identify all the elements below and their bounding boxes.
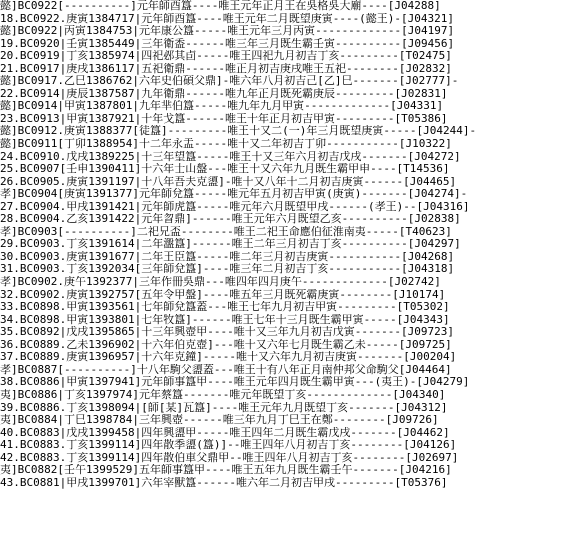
listing-row: 31.BC0903.丁亥1392034[三年師兌簋]----唯三年二月初吉丁亥-----------[J04318] <box>0 263 455 276</box>
listing-row: 42.BC0883.丁亥1399114]四年散伯車父鼎甲--唯王四年八月初吉丁亥--------[J02697] <box>0 452 571 465</box>
listing-row: 43.BC0881|甲戌1399701]六年宰獸簋------唯六年二月初吉甲戌---------[T05376] <box>0 477 571 490</box>
listing-row: 37.BC0889.庚寅1396957|十六年克鐘]-----唯十又六年九月初吉庚寅-------[J00204] <box>0 351 571 364</box>
listing-row: 夷]BC0886|丁亥1397974]元年蔡簋-------唯元年既望丁亥-------------[J04340] <box>0 388 446 401</box>
listing-row: 40.BC0883|戊戌1399458|四年興盨甲-----唯王四年二月既生霸戊戌-------[J04462] <box>0 427 571 440</box>
listing-row: 36.BC0889.乙未1396902|十六年伯克壺]---唯十又六年七月既生霸乙未-----[J09725] <box>0 338 452 351</box>
listing-row: 夷]BC0882[壬午1399529]五年師事簋甲----唯王五年九月既生霸壬午-------[J04216] <box>0 464 452 477</box>
listing-row: 35.BC0892|戊戌1395865|十三年興壺甲----唯十又三年九月初吉戊寅-------[J09723] <box>0 326 571 339</box>
listing-row: 27.BC0904.甲戌1391421|元年師虎簋-----唯元年六月既望甲戌------(孝王)--[J04316] <box>0 201 571 214</box>
listing-row: 25.BC0907[壬申1390411]十六年士山盤---唯王十又六年九月既生霸甲申----[T14536] <box>0 163 450 176</box>
listing-row: 41.BC0883.丁亥1399114]四年散季盨(簋)]--唯王四年八月初吉丁亥--------[J04126] <box>0 439 457 452</box>
listing-row: 34.BC0898.甲寅1393801|七年牧簋]------唯王七年十三月既生霸甲寅-----[J04343] <box>0 313 450 326</box>
listing-row: 夷]BC0884|丁巳1398784|三年興壺------唯三年九月丁巳王在鄭--------[J09726] <box>0 414 439 427</box>
listing-row: 32.BC0902.庚寅1392757[五年令甲盤]----唯五年三月既死霸庚寅--------[J10174] <box>0 288 446 301</box>
listing-row: 18.BC0922.庚寅1384717|元年師酉簋----唯王元年二月既望庚寅----(懿王)-[J04321] <box>0 12 455 25</box>
listing-row: 懿]BC0922[----------]元年師酉簋----唯王元年正月王在吳格吳大廟----[J04288] <box>0 0 571 13</box>
listing-row: 29.BC0903.丁亥1391614|二年瀊簋]------唯王二年三月初吉丁亥----------[J04297] <box>0 238 461 251</box>
listing-row: 38.BC0886|甲寅1397941]元年師事簋甲----唯王元年四月既生霸甲寅---(夷王)-[J04279] <box>0 376 571 389</box>
listing-row: 孝]BC0902.庚午1392377|三年作冊吳鼎---唯四年四月庚午-------------[J02742] <box>0 276 571 289</box>
listing-row: 28.BC0904.乙亥1391422|元年曶鼎]------唯王元年六月既望乙亥----------[J02838] <box>0 213 461 226</box>
listing-row: 39.BC0886.丁亥1398094|[師[某]瓦簋]----唯王元年九月既望丁亥-------[J04312] <box>0 402 571 415</box>
listing-row: 26.BC0905.庚寅1391197|十八年吾夫克盨]-唯十又八年十二月初吉庚寅------[J04465] <box>0 176 571 189</box>
listing-row: 懿]BC0912.庚寅1388377[徒簋]---------唯王十又二(一)年三月既望庚寅-----[J04244]- <box>0 125 571 138</box>
listing-row: 懿]BC0917.乙巳1386762|六年史伯碩父鼎]-唯六年八月初吉己[乙]巳-------[J02777]- <box>0 75 571 88</box>
listing-row: 33.BC0898.甲寅1393561|七年師兌簋蓋---唯王七年九月初吉甲寅---------[T05302] <box>0 301 571 314</box>
listing-row: 24.BC0910.戊戌1389225|十三年望簋-----唯王十又三年六月初吉戊戌-------[J04272] <box>0 151 571 164</box>
listing-row: 19.BC0920|壬寅1385449|三年衛盉------唯三年三月既生霸壬寅----------[J09456] <box>0 37 455 50</box>
listing-row: 20.BC0919|丁亥1385974|四祀邲其卣-----唯王四祀九月初吉丁亥---------[T02475] <box>0 50 571 63</box>
listing-row: 孝]BC0903[----------]二祀兄盃--------唯王二祀王命應伯征淮南夷-----[T40623] <box>0 226 571 239</box>
listing-row: 懿]BC0911[丁卯1388954]十二年永盂-----唯十又二年初吉丁卯-----------[J10322] <box>0 138 452 151</box>
listing-row: 30.BC0903.庚寅1391677|二年王臣簋-----唯二年三月初吉庚寅-----------[J04268] <box>0 251 571 264</box>
listing-row: 22.BC0914|庚辰1387587|九年衛鼎------唯九年正月既死霸庚辰---------[J02831] <box>0 87 448 100</box>
listing-row: 孝]BC0887[----------]十八年駒父盨蓋---唯王十有八年正月南仲邦父命駒父[J04464] <box>0 363 452 376</box>
listing-row: 懿]BC0914|甲寅1387801|九年芈伯簋-----唯九年九月甲寅-------------[J04331] <box>0 100 571 113</box>
listing-row: 懿]BC0922|丙寅1384753|元年康公簋-----唯王元年三月丙寅-------------[J04197] <box>0 25 571 38</box>
listing-row: 孝]BC0904[庚寅1391377]元年師兌簋-----唯元年五月初吉甲寅(庚寅)-------[J04274]- <box>0 188 468 201</box>
listing-row: 23.BC0913|甲寅1387921|十年戈簋------唯王十年正月初吉甲寅---------[T05386] <box>0 112 448 125</box>
listing-row: 21.BC0917|庚戌1386117|五祀衛鼎------唯正月初吉庚戌唯王五祀--------[J02832] <box>0 62 452 75</box>
